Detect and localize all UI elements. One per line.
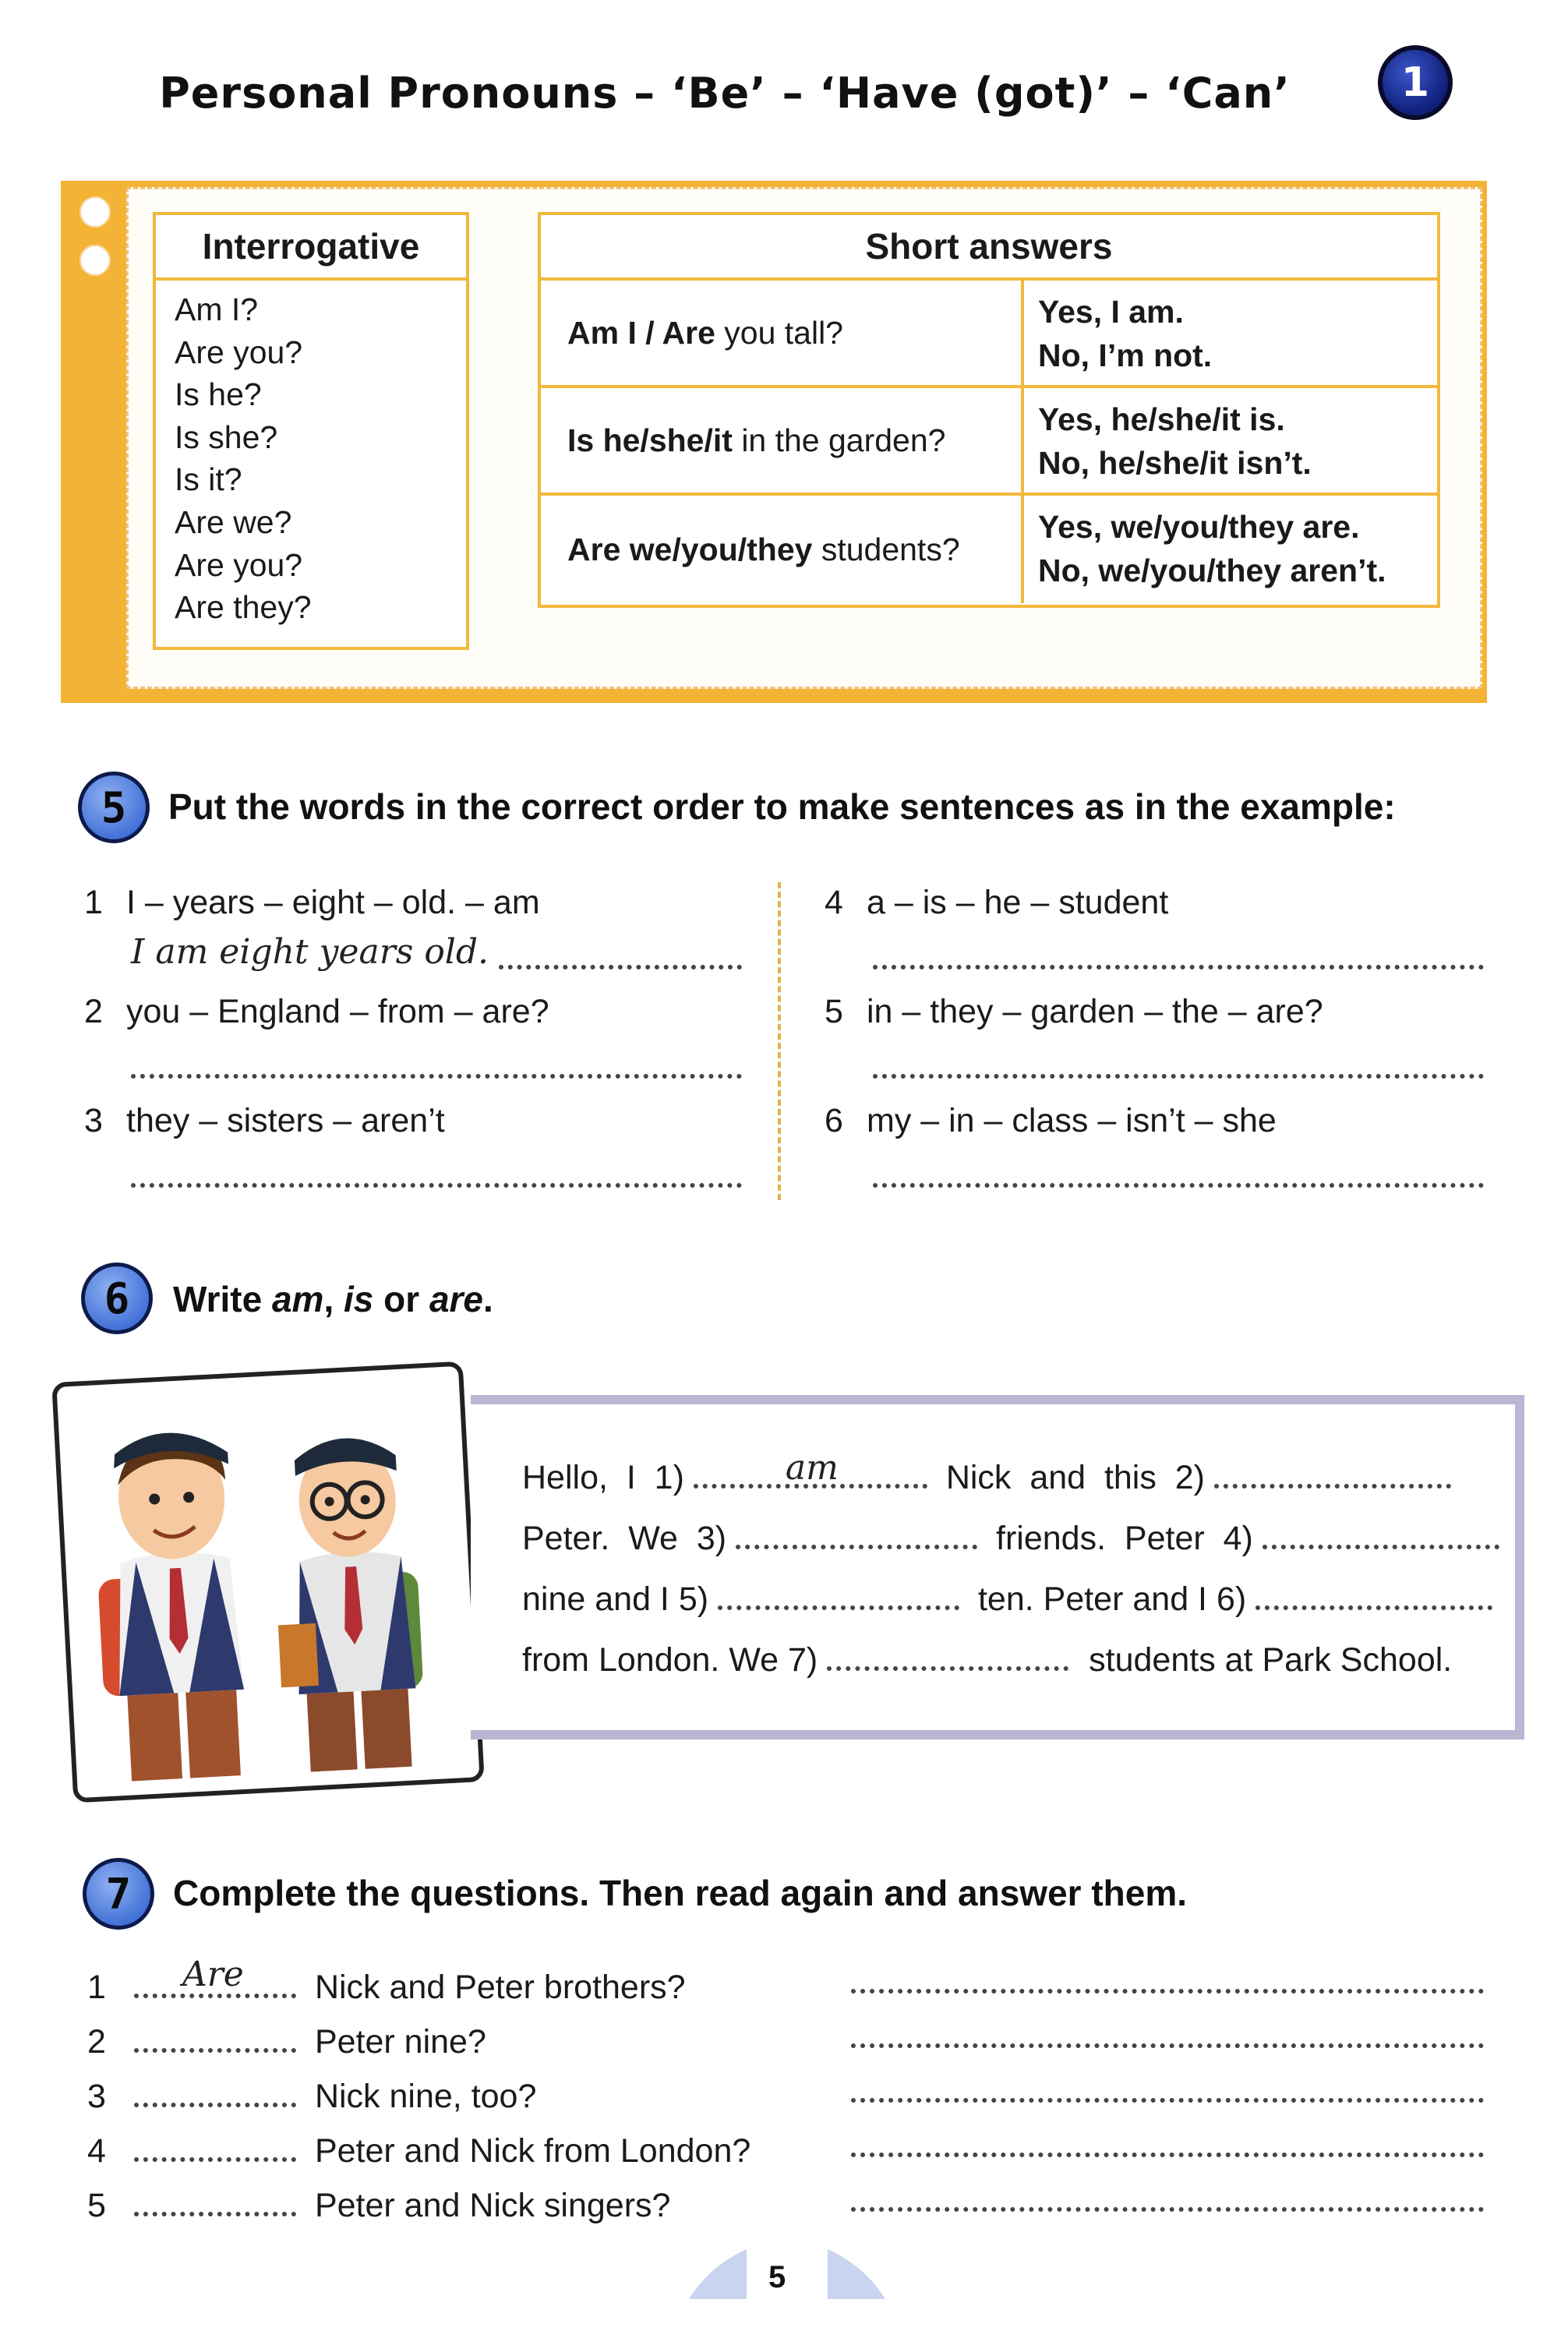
- short-answer-question: [541, 388, 1024, 493]
- item-words: they – sisters – aren’t: [126, 1102, 445, 1139]
- instruction-text: Write: [173, 1279, 272, 1319]
- item-number: 3: [84, 1102, 103, 1139]
- answer-line[interactable]: [873, 1074, 1484, 1079]
- item-words: a – is – he – student: [867, 884, 1169, 921]
- fill-line: [522, 1641, 1452, 1679]
- item-number: 3: [87, 2078, 106, 2115]
- passage-text: Peter. We 3): [522, 1520, 727, 1557]
- exercise-7-instruction: Complete the questions. Then read again and answer them.: [173, 1873, 1188, 1913]
- interrogative-item: Is he?: [175, 376, 262, 413]
- passage-text: from London. We 7): [522, 1641, 818, 1679]
- instruction-text: ,: [323, 1279, 344, 1319]
- interrogative-item: Are we?: [175, 503, 292, 540]
- blank-3[interactable]: [736, 1526, 977, 1549]
- short-answer-responses: [1024, 281, 1437, 385]
- item-number: 1: [87, 1969, 106, 2006]
- short-answer-responses: [1024, 496, 1437, 603]
- question-blank[interactable]: [134, 2084, 296, 2107]
- answer-line[interactable]: [873, 965, 1484, 969]
- answer-line[interactable]: [851, 2043, 1484, 2048]
- item-words: you – England – from – are?: [126, 993, 549, 1030]
- ex5-example-answer: I am eight years old.: [131, 932, 489, 972]
- item-number: 1: [84, 884, 103, 921]
- question-bold-part: Are we/you/they: [567, 531, 813, 567]
- blank-7[interactable]: [827, 1648, 1068, 1671]
- blank-1-answer: am: [785, 1448, 839, 1488]
- answer-line[interactable]: [131, 1074, 742, 1079]
- blank-2[interactable]: [1214, 1465, 1451, 1489]
- interrogative-item: Are they?: [175, 589, 312, 626]
- item-words: I – years – eight – old. – am: [126, 884, 540, 921]
- instruction-text: or: [373, 1279, 429, 1319]
- answer-line[interactable]: [851, 1989, 1484, 1994]
- short-answers-row: [541, 496, 1437, 603]
- passage-text: Nick and this 2): [945, 1459, 1205, 1496]
- answer-line[interactable]: [499, 965, 742, 969]
- question-blank[interactable]: [134, 2138, 296, 2162]
- ex5-item: [84, 993, 549, 1031]
- item-number: 6: [825, 1102, 843, 1139]
- no-answer: No, I’m not.: [1038, 337, 1213, 373]
- question-rest: you tall?: [715, 314, 843, 351]
- ex5-item: [84, 1102, 445, 1140]
- ex7-question: [87, 2132, 750, 2170]
- item-number: 4: [87, 2132, 106, 2170]
- question-bold-part: Is he/she/it: [567, 422, 733, 458]
- item-number: 5: [825, 993, 843, 1030]
- word-is: is: [344, 1279, 374, 1319]
- passage-text: friends. Peter 4): [996, 1520, 1253, 1557]
- short-answer-responses: [1024, 388, 1437, 493]
- yes-answer: Yes, I am.: [1038, 294, 1184, 330]
- column-divider: [778, 882, 781, 1200]
- item-number: 5: [87, 2187, 106, 2224]
- item-number: 2: [84, 993, 103, 1030]
- question-text: Peter and Nick from London?: [314, 2132, 751, 2170]
- question-blank[interactable]: [134, 2029, 296, 2053]
- blank-1[interactable]: [694, 1448, 927, 1489]
- short-answers-table: [538, 212, 1440, 608]
- exercise-7-badge: 7: [83, 1858, 154, 1930]
- exercise-5-badge: 5: [78, 772, 150, 843]
- question-text: Peter nine?: [314, 2023, 486, 2061]
- interrogative-list: [156, 281, 466, 629]
- boys-illustration: [51, 1361, 485, 1803]
- ex5-item: [825, 1102, 1277, 1140]
- page-number: 5: [768, 2260, 786, 2294]
- short-answers-heading: Short answers: [541, 215, 1437, 281]
- question-blank-answer: Are: [182, 1955, 244, 1994]
- exercise-5-instruction: Put the words in the correct order to make sentences as in the example:: [168, 786, 1396, 827]
- interrogative-item: Are you?: [175, 334, 303, 370]
- no-answer: No, he/she/it isn’t.: [1038, 445, 1312, 481]
- ex7-question: [87, 2187, 670, 2225]
- passage-text: Hello, I 1): [522, 1459, 684, 1496]
- item-words: in – they – garden – the – are?: [867, 993, 1323, 1030]
- interrogative-table: [153, 212, 469, 650]
- short-answer-question: [541, 281, 1024, 385]
- question-blank[interactable]: [134, 2193, 296, 2216]
- blank-4[interactable]: [1263, 1526, 1499, 1549]
- binder-ring-icon: [79, 196, 111, 228]
- ex5-item: [825, 993, 1323, 1031]
- item-number: 2: [87, 2023, 106, 2061]
- interrogative-heading: Interrogative: [156, 215, 466, 281]
- interrogative-item: Are you?: [175, 546, 303, 583]
- interrogative-item: Is it?: [175, 461, 242, 498]
- unit-number-badge: 1: [1378, 45, 1453, 120]
- question-rest: in the garden?: [732, 422, 946, 458]
- yes-answer: Yes, we/you/they are.: [1038, 509, 1360, 545]
- instruction-text: .: [483, 1279, 493, 1319]
- no-answer: No, we/you/they aren’t.: [1038, 553, 1386, 588]
- question-text: Peter and Nick singers?: [314, 2187, 671, 2224]
- item-number: 4: [825, 884, 843, 921]
- answer-line[interactable]: [851, 2098, 1484, 2103]
- blank-5[interactable]: [718, 1587, 959, 1610]
- ex7-question: [87, 1955, 686, 2007]
- answer-line[interactable]: [873, 1183, 1484, 1188]
- question-bold-part: Am I / Are: [567, 314, 715, 351]
- question-rest: students?: [812, 531, 960, 567]
- passage-text: ten. Peter and I 6): [977, 1580, 1247, 1618]
- ex5-item: [84, 884, 540, 922]
- question-text: Nick nine, too?: [314, 2078, 537, 2115]
- exercise-6-badge: 6: [81, 1263, 153, 1334]
- passage-text: students at Park School.: [1089, 1641, 1453, 1679]
- ex5-item: [825, 884, 1168, 922]
- fill-line: [522, 1520, 1499, 1558]
- fill-line: [522, 1448, 1451, 1497]
- word-am: am: [271, 1279, 324, 1319]
- interrogative-item: Am I?: [175, 291, 259, 327]
- short-answers-row: [541, 281, 1437, 388]
- page-title: Personal Pronouns – ‘Be’ – ‘Have (got)’ – ‘Can’: [159, 69, 1291, 118]
- ex7-question: [87, 2023, 486, 2061]
- schoolboys-picture-icon: [57, 1366, 480, 1798]
- answer-line[interactable]: [131, 1183, 742, 1188]
- word-are: are: [429, 1279, 484, 1319]
- item-words: my – in – class – isn’t – she: [867, 1102, 1277, 1139]
- question-blank[interactable]: [134, 1955, 296, 1998]
- fill-in-text-box: [471, 1395, 1524, 1739]
- page-corner-decoration-icon: [678, 2243, 896, 2305]
- ex7-question: [87, 2078, 536, 2116]
- question-text: Nick and Peter brothers?: [314, 1969, 686, 2006]
- answer-line[interactable]: [851, 2207, 1484, 2212]
- yes-answer: Yes, he/she/it is.: [1038, 401, 1285, 437]
- short-answer-question: [541, 496, 1024, 603]
- binder-ring-icon: [79, 245, 111, 276]
- exercise-6-instruction: [173, 1278, 493, 1320]
- passage-text: nine and I 5): [522, 1580, 709, 1618]
- interrogative-item: Is she?: [175, 419, 278, 455]
- short-answers-row: [541, 388, 1437, 496]
- blank-6[interactable]: [1255, 1587, 1492, 1610]
- answer-line[interactable]: [851, 2153, 1484, 2157]
- fill-line: [522, 1580, 1492, 1619]
